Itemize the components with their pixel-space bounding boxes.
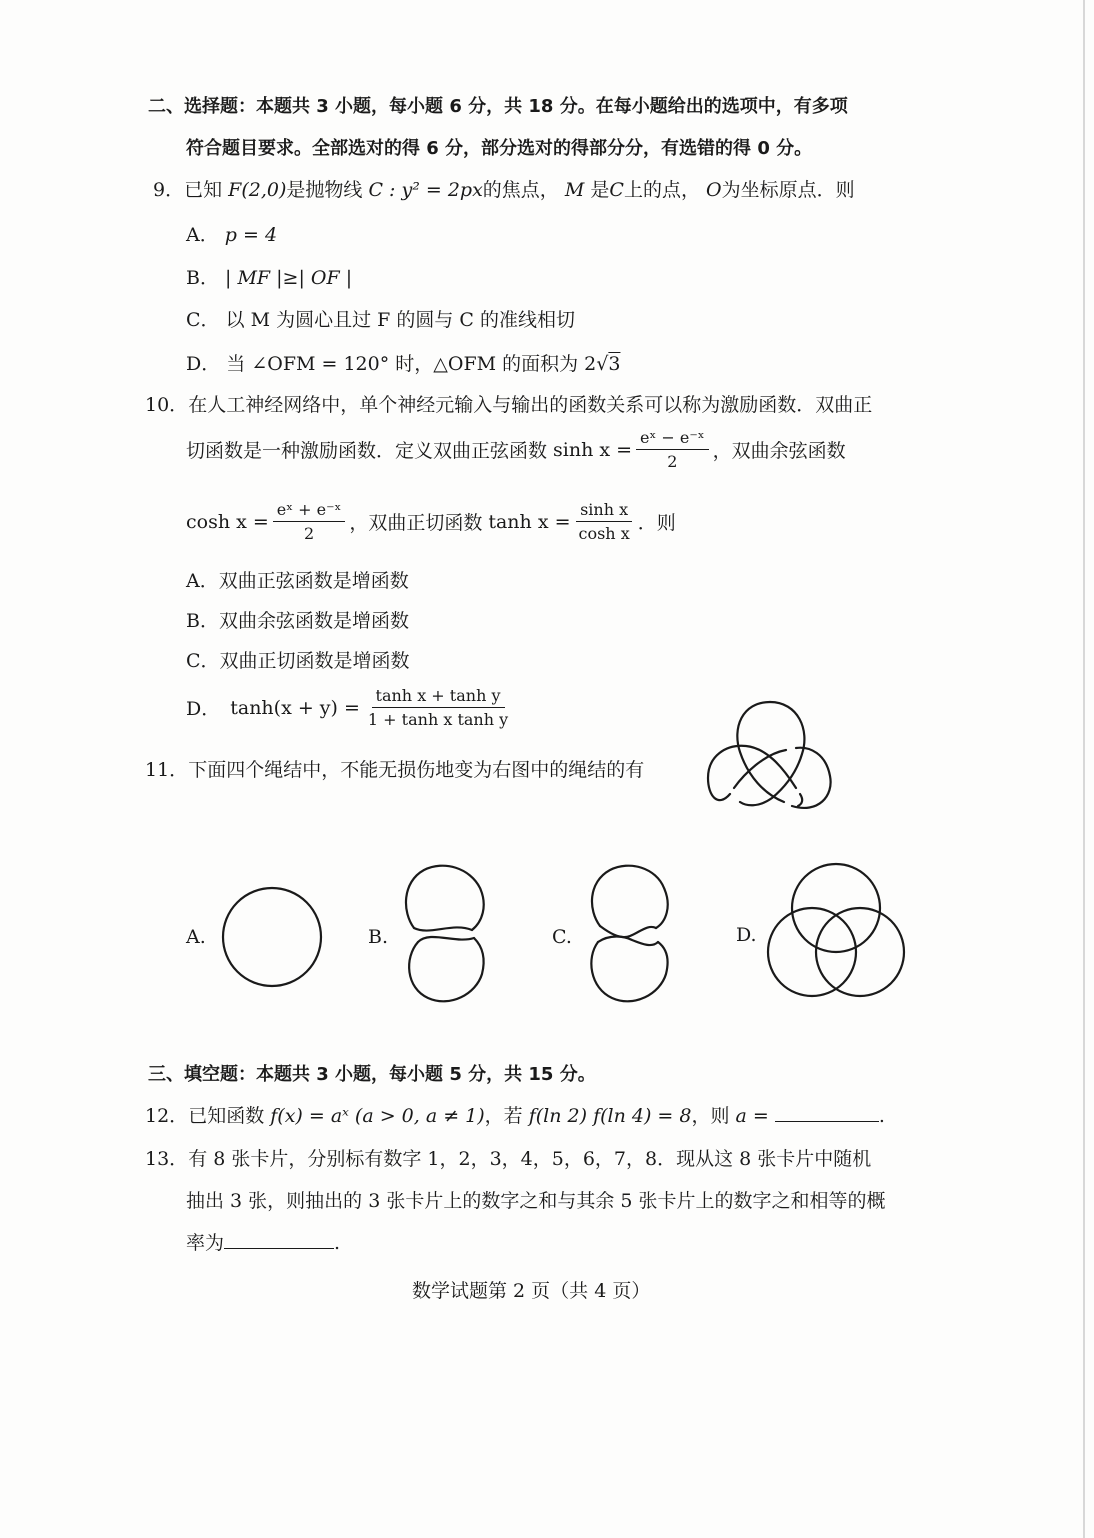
q12-answer-blank[interactable] — [775, 1121, 879, 1122]
q9-text: 的焦点， — [482, 179, 559, 201]
q11-option-d-label[interactable]: D. — [736, 924, 757, 946]
cosh-definition-lhs: cosh x = — [186, 510, 269, 533]
fraction-denominator: 2 — [667, 452, 678, 471]
q10-text: ．则 — [637, 512, 676, 534]
q12-stem — [145, 1101, 885, 1128]
fraction-denominator: cosh x — [578, 524, 630, 543]
option-label: C． — [186, 309, 220, 331]
q11-option-b-knot — [400, 862, 490, 1007]
tanh-sum-fraction — [364, 686, 512, 729]
q9-point-m: M — [564, 179, 585, 201]
fraction-numerator: sinh x — [576, 500, 632, 522]
fraction-numerator: tanh x + tanh y — [372, 686, 505, 708]
knot-strand — [598, 937, 658, 946]
q9-option-d[interactable] — [186, 349, 620, 376]
q11-number: 11． — [145, 759, 189, 781]
q10-option-c[interactable] — [186, 646, 410, 673]
fraction-denominator: 1 + tanh x tanh y — [367, 710, 509, 729]
q11-option-c-label[interactable]: C. — [552, 926, 572, 948]
option-label: C． — [186, 650, 220, 672]
q9-text: 是抛物线 — [286, 179, 363, 201]
option-label: D． — [186, 698, 221, 720]
knot-strand — [409, 938, 483, 1001]
knot-strand — [414, 927, 472, 930]
q9-text: 为坐标原点．则 — [721, 179, 855, 201]
q9-text: 是 — [590, 179, 610, 201]
knot-strand — [792, 748, 831, 808]
knot-strand — [418, 937, 474, 942]
q13-period: . — [334, 1232, 341, 1254]
q9-text: 已知 — [184, 179, 223, 201]
cosh-fraction — [273, 500, 346, 543]
q12-text: ，若 — [484, 1105, 523, 1127]
option-label: D． — [186, 353, 221, 375]
knot-strand — [406, 866, 484, 930]
q11-option-a-label[interactable]: A. — [186, 926, 206, 948]
option-text: 当 ∠OFM = 120° 时，△OFM 的面积为 — [226, 353, 579, 375]
knot-strand — [591, 942, 667, 1001]
tanh-sum-lhs: tanh(x + y) = — [230, 696, 360, 719]
q10-option-a[interactable] — [186, 566, 409, 593]
page-footer: 数学试题第 2 页（共 4 页） — [412, 1280, 651, 1302]
q10-number: 10． — [145, 394, 189, 416]
q10-option-b[interactable] — [186, 606, 409, 633]
fraction-numerator: eˣ − e⁻ˣ — [636, 428, 709, 450]
section2-title-line1: 二、选择题：本题共 3 小题，每小题 6 分，共 18 分。在每小题给出的选项中，有多项 — [148, 96, 848, 117]
q10-option-d[interactable] — [186, 686, 516, 729]
q9-origin: O — [706, 179, 722, 201]
section3-title: 三、填空题：本题共 3 小题，每小题 5 分，共 15 分。 — [148, 1064, 596, 1085]
option-label: B． — [186, 610, 219, 632]
q12-text: ，则 — [691, 1105, 730, 1127]
tanh-definition-lhs: tanh x = — [488, 510, 571, 533]
knot-strand — [592, 866, 668, 928]
q10-stem-line3 — [186, 500, 676, 543]
q9-option-c[interactable] — [186, 305, 575, 332]
q10-stem-line1 — [145, 390, 872, 417]
q9-option-b[interactable] — [186, 263, 352, 290]
q12-condition: f(ln 2) f(ln 4) = 8 — [528, 1105, 692, 1127]
q12-unknown: a = — [735, 1105, 769, 1127]
q13-answer-blank[interactable] — [224, 1248, 334, 1249]
sinh-definition-lhs: sinh x = — [553, 438, 633, 461]
q10-text: ，双曲余弦函数 — [712, 440, 846, 462]
option-text: p = 4 — [224, 224, 278, 246]
q9-number: 9． — [153, 179, 185, 201]
q11-text: 下面四个绳结中，不能无损伤地变为右图中的绳结的有 — [188, 759, 645, 781]
knot-strand — [708, 746, 796, 800]
q11-option-d-knot — [766, 860, 906, 1000]
q12-text: 已知函数 — [188, 1105, 265, 1127]
q11-option-c-knot — [584, 862, 674, 1007]
q10-text: ，双曲正切函数 — [349, 512, 483, 534]
tanh-fraction — [575, 500, 634, 543]
q11-option-a-unknot — [218, 886, 328, 986]
q10-text: 切函数是一种激励函数．定义双曲正弦函数 — [186, 440, 548, 462]
sinh-fraction — [636, 428, 709, 471]
q13-number: 13． — [145, 1148, 189, 1170]
q12-number: 12． — [145, 1105, 189, 1127]
q13-stem-line1 — [145, 1144, 871, 1171]
page-edge — [1083, 0, 1085, 1538]
option-label: A． — [186, 224, 219, 246]
option-label: A． — [186, 570, 219, 592]
q12-function: f(x) = aˣ (a > 0, a ≠ 1) — [270, 1105, 485, 1127]
root-argument: 3 — [608, 353, 621, 375]
option-text: 双曲余弦函数是增函数 — [218, 610, 409, 632]
section2-title-line2: 符合题目要求。全部选对的得 6 分，部分选对的得部分分，有选错的得 0 分。 — [186, 138, 813, 159]
option-label: B． — [186, 267, 219, 289]
fraction-numerator: eˣ + e⁻ˣ — [273, 500, 346, 522]
option-text: 以 M 为圆心且过 F 的圆与 C 的准线相切 — [225, 309, 576, 331]
option-text: | MF |≥| OF | — [225, 267, 353, 289]
knot-strand — [798, 794, 802, 806]
q13-text: 率为 — [186, 1232, 225, 1254]
q13-text: 有 8 张卡片，分别标有数字 1，2，3，4，5，6，7，8．现从这 8 张卡片中随机 — [188, 1148, 872, 1170]
option-text: 双曲正切函数是增函数 — [219, 650, 410, 672]
root-coefficient: 2 — [584, 353, 597, 375]
q9-parabola: C : y² = 2px — [368, 179, 483, 201]
q13-stem-line3 — [186, 1228, 340, 1255]
q12-period: . — [878, 1105, 885, 1127]
sqrt-symbol: √ — [596, 353, 609, 375]
q9-stem — [153, 175, 855, 202]
fraction-denominator: 2 — [303, 524, 315, 543]
trefoil-knot-figure — [700, 690, 840, 820]
q9-option-a[interactable] — [186, 220, 277, 247]
option-text: 双曲正弦函数是增函数 — [218, 570, 409, 592]
q9-focus: F(2,0) — [228, 179, 287, 201]
q10-stem-line2 — [186, 428, 846, 471]
q13-stem-line2: 抽出 3 张，则抽出的 3 张卡片上的数字之和与其余 5 张卡片上的数字之和相等的概 — [186, 1190, 886, 1212]
q10-text: 在人工神经网络中，单个神经元输入与输出的函数关系可以称为激励函数．双曲正 — [188, 394, 873, 416]
q11-option-b-label[interactable]: B. — [368, 926, 389, 948]
knot-strand — [600, 926, 656, 937]
q9-text: 上的点， — [623, 179, 700, 201]
q9-curve-c: C — [609, 179, 624, 201]
q11-stem — [145, 755, 644, 782]
